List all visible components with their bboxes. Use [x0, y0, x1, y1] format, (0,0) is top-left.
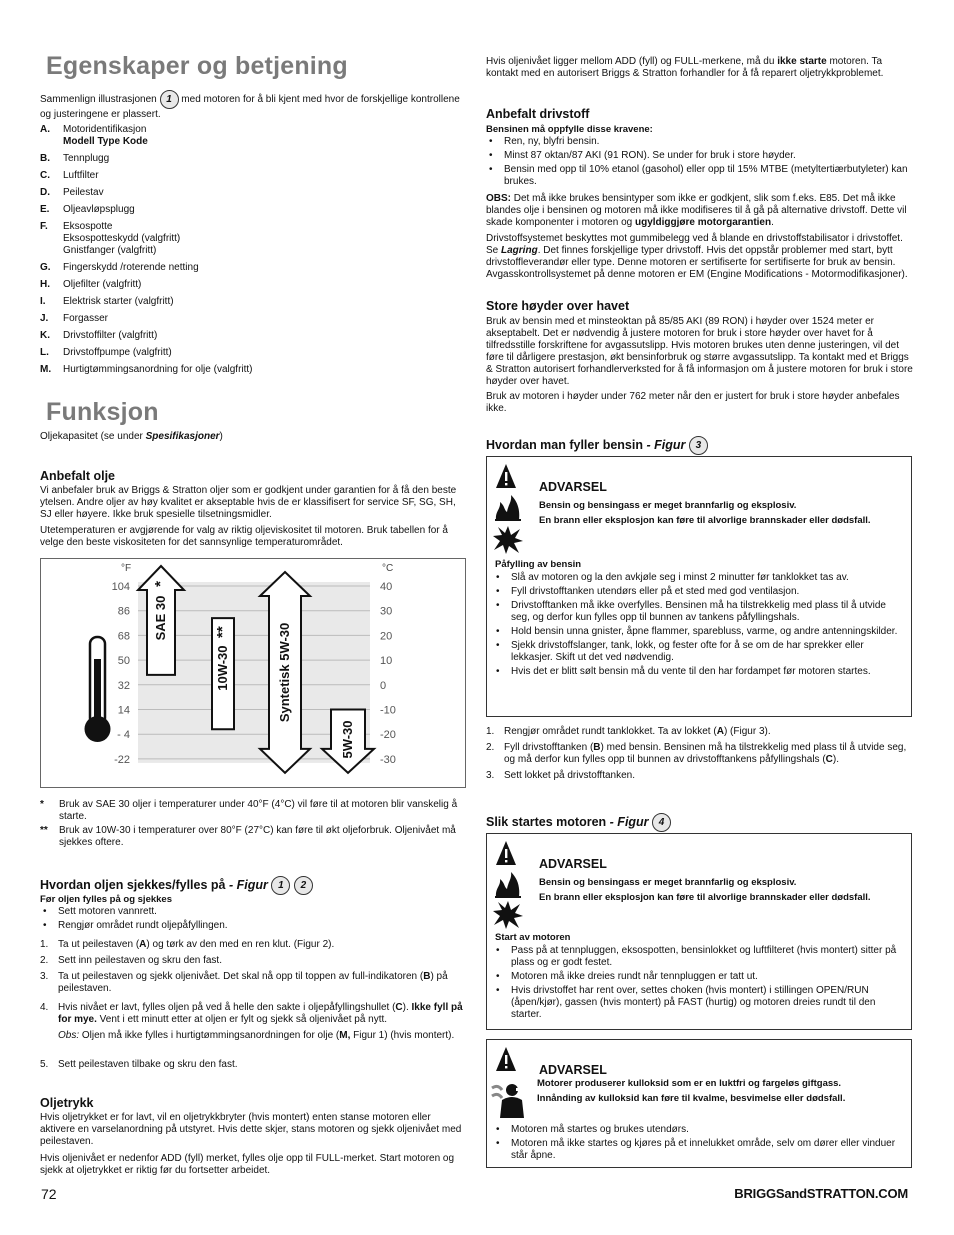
step-5 [40, 1059, 238, 1071]
oil-level-note-b: ikke starte [777, 56, 827, 67]
list-item: • Sjekk drivstoffslanger, tank, lokk, og fester ofte for å se om de har sprekker eller lekkasjer. Skift ut det ved nødvendig. [493, 640, 905, 664]
list-item: • Hvis det er blitt sølt bensin må du vente til den har fordampet før motoren startes. [493, 666, 905, 678]
f-tick-label: 32 [117, 679, 130, 692]
component-letter: M. [40, 364, 52, 375]
component-text [63, 153, 109, 165]
step-text: Fyll drivstofftanken ( [504, 742, 594, 753]
fill-fuel-title-fig: - Figur [646, 437, 686, 452]
component-line: Luftfilter [63, 170, 99, 181]
step [40, 955, 468, 967]
c-tick-label: -20 [380, 729, 396, 742]
step-4-text-e: Vent i ett minutt etter at oljen er fylt og sjekk så oljenivået på nytt. [96, 1014, 388, 1025]
component-line: Eksospotteskydd (valgfritt) [63, 233, 181, 244]
fuel-requirements: Bensinen må oppfylle disse kravene: [486, 124, 653, 135]
intro-text-b: med motoren for å bli kjent med hvor de forskjellige kontrollene og justeringene er plassert. [40, 94, 460, 120]
c-tick-label: -10 [380, 704, 396, 717]
oil-level-note [486, 56, 914, 80]
component-item [40, 330, 460, 342]
warning-box-start [486, 833, 912, 1030]
step [40, 971, 468, 995]
f-tick-label: 104 [111, 581, 130, 593]
warning-triangle-icon [495, 840, 517, 871]
component-line: Eksospotte [63, 221, 113, 232]
f-tick-label: 68 [117, 630, 130, 643]
warning-2-list [493, 943, 905, 1021]
step-text: ) og tørk av den med en ren klut. (Figur 2). [146, 939, 335, 950]
component-letter: H. [40, 279, 50, 290]
before-fill-title: Før oljen fylles på og sjekkes [40, 894, 172, 905]
oil-capacity [40, 431, 223, 443]
list-item: • Hvis drivstoffet har rent over, settes choken (hvis montert) i stillingen OPEN/RUN (åpen/kjør), gassen (hvis montert) på FAST (hurtig) og motoren dreies rundt til den starter. [493, 985, 905, 1021]
f-tick-label: -22 [114, 753, 130, 766]
step-number: 3. [40, 971, 49, 982]
fuel-obs-label: OBS: [486, 193, 511, 204]
step-number: 1. [40, 939, 49, 950]
step-4-number: 4. [40, 1002, 49, 1013]
component-item [40, 170, 460, 182]
warning-3-line-1: Motorer produserer kulloksid som er en luktfri og fargeløs giftgass. [537, 1078, 842, 1089]
warning-1-line-1: Bensin og bensingass er meget brannfarlig og eksplosiv. [539, 500, 797, 511]
warning-3-title: ADVARSEL [539, 1063, 607, 1077]
component-letter: A. [40, 124, 50, 135]
component-letter: L. [40, 347, 49, 358]
list-item: • Slå av motoren og la den avkjøle seg i minst 2 minutter før tanklokket tas av. [493, 572, 905, 584]
page-title: Egenskaper og betjening [46, 52, 348, 80]
component-line: Oljeavløpsplugg [63, 204, 135, 215]
component-text [63, 313, 108, 325]
component-bold-line: Modell Type Kode [63, 136, 148, 147]
footnote [40, 799, 460, 823]
page-number: 72 [41, 1186, 57, 1202]
f-tick-label: 86 [117, 605, 130, 618]
step-4-obs-ref: M, [339, 1030, 351, 1041]
explosion-icon [492, 900, 524, 935]
list-item: • Motoren må startes og brukes utendørs. [493, 1124, 905, 1136]
viscosity-series-label: Syntetisk 5W-30 [277, 622, 292, 723]
step-4-text-c: ). [402, 1002, 412, 1013]
step-4-text-a: Hvis nivået er lavt, fylles oljen på ved å helle den sakte i oljepåfyllingshullet ( [58, 1002, 396, 1013]
step-5-number: 5. [40, 1059, 49, 1070]
warning-1-subtitle: Påfylling av bensin [495, 559, 582, 570]
list-item: • Rengjør området rundt oljepåfyllingen. [40, 920, 468, 932]
step-text: ) med bensin. Bensinen må ha tilstrekkelig med plass til å utvide seg, og må derfor kun fylles opp til bunnen av drivstofftankens påfyllingshals ( [504, 742, 907, 765]
c-tick-label: 10 [380, 655, 393, 668]
step-text: ) (Figur 3). [723, 726, 771, 737]
fuel-obs-bold: ugyldiggjøre motorgarantien [634, 217, 772, 228]
component-letter: F. [40, 221, 48, 232]
step-ref: A [139, 939, 147, 950]
warning-triangle-icon [495, 1046, 517, 1077]
component-item [40, 187, 460, 199]
component-text [63, 170, 99, 182]
fill-fuel-title [486, 436, 708, 455]
list-item: • Sett motoren vannrett. [40, 906, 468, 918]
warning-1-list [493, 570, 905, 678]
step-4-obs-text: Oljen må ikke fylles i hurtigtømmingsanordningen for olje ( [79, 1030, 340, 1041]
component-list [40, 119, 460, 376]
oil-capacity-text: Oljekapasitet (se under [40, 431, 146, 442]
list-item: • Drivstofftanken må ikke overfylles. Bensinen må ha tilstrekkelig med plass til å utvide seg, og derfor kun fylles opp til bunnen av tankens påfyllingshals. [493, 600, 905, 624]
component-text [63, 124, 148, 148]
warning-box-fuel [486, 456, 912, 717]
list-item: • Motoren må ikke dreies rundt når tennpluggen er tatt ut. [493, 971, 905, 983]
footnote-mark: * [40, 799, 44, 810]
fuel-obs [486, 193, 914, 229]
fill-steps [486, 722, 914, 782]
oil-pressure-p2: Hvis oljenivået er nedenfor ADD (fyll) merket, fylles olje opp til FULL-merket. Start motoren og sjekk at oljetrykket er riktig før du fortsetter arbeidet. [40, 1153, 455, 1176]
fire-icon [493, 870, 523, 903]
warning-1-title: ADVARSEL [539, 480, 607, 494]
footnote-mark: ** [40, 825, 48, 836]
step-text: Rengjør området rundt tanklokket. Ta av lokket ( [504, 726, 717, 737]
warning-triangle-icon [495, 463, 517, 494]
figure-4-badge: 4 [652, 813, 671, 832]
component-line: Peilestav [63, 187, 104, 198]
step-4-obs-text-end: Figur 1) (hvis montert). [350, 1030, 455, 1041]
step-text: Sett lokket på drivstofftanken. [504, 770, 636, 781]
step [486, 770, 914, 782]
footnote-text: Bruk av 10W-30 i temperaturer over 80°F (27°C) kan føre til økt oljeforbruk. Oljenivået må sjekkes oftere. [59, 825, 456, 848]
f-tick-label: 50 [117, 655, 130, 668]
component-item [40, 313, 460, 325]
figure-3-badge: 3 [689, 436, 708, 455]
fill-fuel-title-text: Hvordan man fyller bensin [486, 437, 643, 452]
step-text: Ta ut peilestaven ( [58, 939, 140, 950]
component-text [63, 330, 157, 342]
list-item: • Fyll drivstofftanken utendørs eller på et sted med god ventilasjon. [493, 586, 905, 598]
component-letter: B. [40, 153, 50, 164]
component-letter: D. [40, 187, 50, 198]
start-engine-title-text: Slik startes motoren [486, 814, 607, 829]
warning-3-line-2: Innånding av kulloksid kan føre til kvalme, besvimelse eller dødsfall. [537, 1093, 846, 1104]
fuel-obs-end: . [771, 217, 774, 228]
step-text: Sett inn peilestaven og skru den fast. [58, 955, 222, 966]
before-fill-list [40, 904, 468, 932]
list-item: • Minst 87 oktan/87 AKI (91 RON). Se under for bruk i store høyder. [486, 150, 914, 162]
component-line: Gnistfanger (valgfritt) [63, 245, 157, 256]
component-item [40, 279, 460, 291]
step-4-obs-label: Obs: [58, 1030, 80, 1041]
component-item [40, 296, 460, 308]
fuel-title: Anbefalt drivstoff [486, 107, 590, 121]
component-letter: J. [40, 313, 49, 324]
check-oil-title-text: Hvordan oljen sjekkes/fylles på [40, 877, 226, 892]
c-tick-label: 40 [380, 581, 393, 593]
c-unit-label: °C [382, 563, 394, 574]
oil-level-note-c: motoren. Ta kontakt med en autorisert Briggs & Stratton forhandler for å få reparert oljetrykkproblemet. [486, 56, 884, 79]
component-line: Forgasser [63, 313, 109, 324]
oil-level-note-a: Hvis oljenivået ligger mellom ADD (fyll) og FULL-merkene, må du [486, 56, 778, 67]
altitude-title: Store høyder over havet [486, 299, 630, 313]
step-ref: C [825, 754, 833, 765]
list-item: • Motoren må ikke startes og kjøres på et innelukket område, selv om dører eller vinduer står åpne. [493, 1138, 905, 1162]
fire-icon [493, 493, 523, 526]
warning-1-line-2: En brann eller eksplosjon kan føre til alvorlige brannskader eller dødsfall. [539, 515, 871, 526]
recommended-oil-p1: Vi anbefaler bruk av Briggs & Stratton oljer som er godkjent under garantien for å få den beste ytelsen. Andre oljer av høy kvalitet er akseptable hvis de er klassifisert for service SF, SG, SH, SJ eller høyere. Ikke bruk spesielle tilsetningsmidler. [40, 485, 457, 520]
component-line: Elektrisk starter (valgfritt) [63, 296, 174, 307]
step-ref: A [716, 726, 724, 737]
f-unit-label: °F [121, 563, 132, 574]
fuel-p2-a: Drivstoffsystemet beskyttes mot gummibelegg ved å blande en drivstoffstabilisator i drivstoffet. Se [486, 233, 903, 256]
viscosity-footnote-mark: ** [214, 626, 231, 638]
footnote-text: Bruk av SAE 30 oljer i temperaturer under 40°F (4°C) vil føre til at motoren blir vanskelig å starte. [59, 799, 458, 822]
step-number: 2. [40, 955, 49, 966]
fuel-p2-link: Lagring [501, 245, 538, 256]
component-line: Tennplugg [63, 153, 110, 164]
step [486, 726, 914, 738]
component-text [63, 262, 199, 274]
explosion-icon [492, 525, 524, 560]
intro [40, 90, 460, 121]
component-line: Motoridentifikasjon [63, 124, 147, 135]
component-line: Drivstoffpumpe (valgfritt) [63, 347, 172, 358]
section-title-funksjon: Funksjon [46, 398, 159, 426]
oil-pressure-title: Oljetrykk [40, 1096, 94, 1110]
list-item: • Ren, ny, blyfri bensin. [486, 136, 914, 148]
viscosity-chart-svg [41, 559, 465, 787]
component-text [63, 204, 135, 216]
step-text: ). [832, 754, 840, 765]
step-text: Ta ut peilestaven og sjekk oljenivået. Det skal nå opp til toppen av full-indikatoren ( [58, 971, 424, 982]
figure-2-badge: 2 [294, 876, 313, 895]
step-4-warning: Ikke fyll på for mye. [58, 1002, 463, 1025]
altitude-p1: Bruk av bensin med et minsteoktan på 85/85 AKI (89 RON) i høyder over 1524 meter er akseptabelt. Det er nødvendig å justere motoren for bruk i store høyder over havet for å tilfredsstille forskriftene for avgassutslipp. Hvis motoren brukes uten denne justeringen, vil det føre til dårligere prestasjon, økt bensinforbruk og større avgassutslipp. Ta kontakt med et Briggs & Stratton autorisert forhandlerverksted for å få informasjon om å justere motoren for bruk i store høyder over havet. [486, 316, 913, 387]
recommended-oil-p2: Utetemperaturen er avgjørende for valg av riktig oljeviskositet til motoren. Bruk tabellen for å velge den beste viskositeten for det sannsynlige temperaturområdet. [40, 525, 448, 548]
viscosity-series-label: SAE 30 [153, 595, 168, 641]
list-item: • Bensin med opp til 10% etanol (gasohol) eller opp til 15% MTBE (metyltertiærbutyleter) kan brukes. [486, 164, 914, 188]
component-line: Oljefilter (valgfritt) [63, 279, 142, 290]
step [486, 742, 914, 766]
c-tick-label: 20 [380, 630, 393, 643]
recommended-oil-title: Anbefalt olje [40, 469, 116, 483]
list-item: • Pass på at tennpluggen, eksospotten, bensinlokket og luftfilteret (hvis montert) sitter på plass og er godt festet. [493, 945, 905, 969]
component-text [63, 221, 180, 257]
warning-3-list [493, 1122, 905, 1162]
component-text [63, 347, 172, 359]
list-item: • Hold bensin unna gnister, åpne flammer, sparebluss, varme, og andre antenningskilder. [493, 626, 905, 638]
warning-box-co [486, 1039, 912, 1168]
component-letter: G. [40, 262, 51, 273]
step-ref: B [593, 742, 601, 753]
component-letter: E. [40, 204, 50, 215]
figure-1-badge: 1 [160, 90, 179, 109]
component-item [40, 221, 460, 257]
c-tick-label: 30 [380, 605, 393, 618]
component-item [40, 153, 460, 165]
oil-viscosity-chart [40, 558, 466, 788]
oil-pressure-p1: Hvis oljetrykket er for lavt, vil en oljetrykkbryter (hvis montert) enten stanse motoren eller aktivere en varselanordning på utstyret. Hvis dette skjer, stans motoren og sjekk oljenivået med peilestaven. [40, 1112, 462, 1147]
oil-footnotes [40, 799, 460, 851]
f-tick-label: 14 [117, 704, 130, 717]
component-line: Hurtigtømmingsanordning for olje (valgfritt) [63, 364, 253, 375]
component-text [63, 279, 141, 291]
start-engine-title-fig: - Figur [609, 814, 649, 829]
component-text [63, 364, 253, 376]
fuel-list [486, 134, 914, 188]
component-line: Fingerskydd /roterende netting [63, 262, 199, 273]
warning-2-title: ADVARSEL [539, 857, 607, 871]
check-oil-title-fig: - Figur [228, 877, 268, 892]
component-text [63, 296, 174, 308]
check-oil-title [40, 876, 313, 895]
intro-text-a: Sammenlign illustrasjonen [40, 94, 157, 106]
check-steps [40, 935, 468, 995]
fuel-p2 [486, 233, 914, 281]
step-4 [40, 1002, 468, 1042]
step-5-text: Sett peilestaven tilbake og skru den fast. [58, 1059, 238, 1070]
component-letter: K. [40, 330, 50, 341]
component-item [40, 262, 460, 274]
altitude-p2: Bruk av motoren i høyder under 762 meter når den er justert for bruk i store høyder anbefales ikke. [486, 391, 900, 414]
warning-2-subtitle: Start av motoren [495, 932, 571, 943]
brand-website[interactable]: BRIGGSandSTRATTON.COM [734, 1186, 908, 1201]
start-engine-title [486, 813, 671, 832]
viscosity-footnote-mark: * [152, 581, 169, 587]
oil-capacity-link: Spesifikasjoner [145, 431, 220, 442]
step-ref: B [423, 971, 431, 982]
component-item [40, 124, 460, 148]
component-letter: I. [40, 296, 46, 307]
step-number: 3. [486, 770, 495, 781]
thermometer-icon [85, 637, 111, 742]
component-item [40, 364, 460, 376]
step-number: 1. [486, 726, 495, 737]
component-text [63, 187, 104, 199]
oil-capacity-close: ) [219, 431, 223, 442]
component-item [40, 204, 460, 216]
fuel-p2-c: . Det finnes forskjellige typer drivstoff. Hvis det oppstår problemer med start, bytt drivstoffleverandør eller type. Denne motoren er sertifiserte for sertifiserte for bruk av bensin. Avgasskontrollsystemet på denne motoren er EM (Engine Modifications - Motormodifikasjoner). [486, 245, 908, 280]
c-tick-label: -30 [380, 753, 396, 766]
fuel-obs-text: Det må ikke brukes bensintyper som ikke er godkjent, slik som f.eks. E85. Det må ikke blandes olje i bensinen og motoren må ikke modifiseres til å gå på alternative drivstoff. Dette vil skade komponenter i motoren og [486, 193, 907, 228]
footnote [40, 825, 460, 849]
f-tick-label: - 4 [117, 729, 130, 742]
viscosity-series-label: 5W-30 [340, 720, 355, 759]
toxic-gas-icon [490, 1082, 534, 1123]
step-text: ) på peilestaven. [58, 971, 448, 994]
component-line: Drivstoffilter (valgfritt) [63, 330, 158, 341]
component-item [40, 347, 460, 359]
warning-2-line-2: En brann eller eksplosjon kan føre til alvorlige brannskader eller dødsfall. [539, 892, 871, 903]
step-4-ref: C [395, 1002, 403, 1013]
figure-1-badge: 1 [271, 876, 290, 895]
c-tick-label: 0 [380, 679, 387, 692]
step [40, 939, 468, 951]
warning-2-line-1: Bensin og bensingass er meget brannfarlig og eksplosiv. [539, 877, 797, 888]
component-letter: C. [40, 170, 50, 181]
step-number: 2. [486, 742, 495, 753]
viscosity-series-label: 10W-30 [215, 645, 230, 691]
